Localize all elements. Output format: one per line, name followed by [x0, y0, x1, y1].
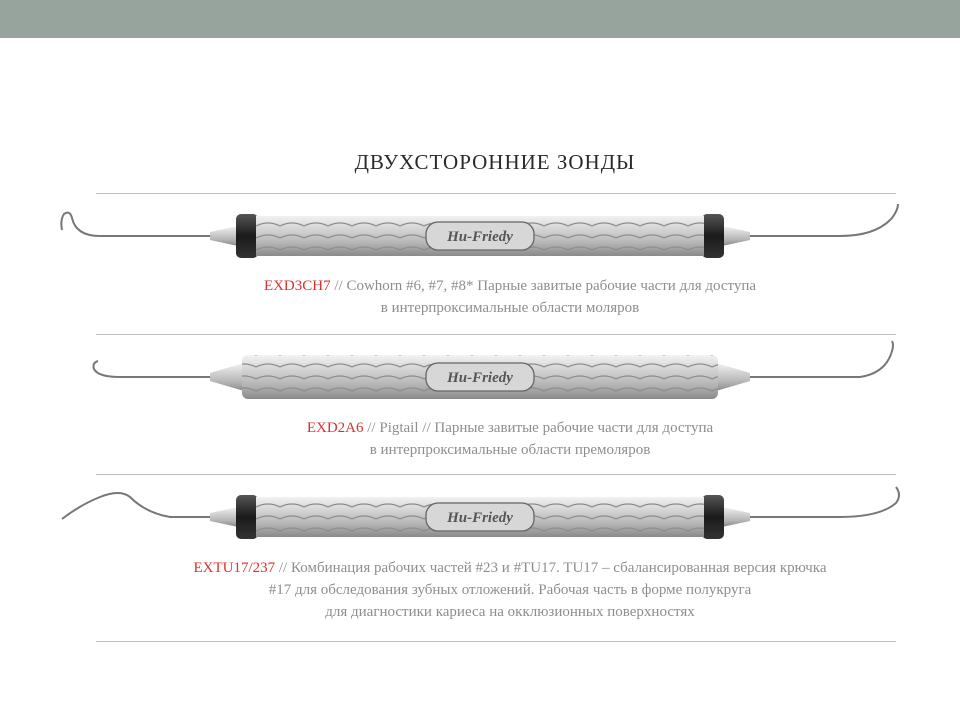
description-line: в интерпроксимальные области моляров — [380, 300, 640, 316]
divider — [96, 474, 896, 475]
brand-logo-text: Hu-Friedy — [447, 510, 513, 526]
divider — [96, 193, 896, 194]
instrument-image-cowhorn — [40, 196, 920, 276]
product-code: EXD3CH7 — [263, 278, 331, 294]
brand-logo-text: Hu-Friedy — [447, 229, 513, 245]
instrument-illustration — [40, 477, 920, 557]
item-description-3 — [60, 557, 960, 623]
page-title: ДВУХСТОРОННИЕ ЗОНДЫ — [354, 150, 636, 174]
instrument-illustration — [40, 196, 920, 276]
header-bar — [0, 0, 960, 38]
item-description-1 — [60, 275, 960, 319]
description-line: #17 для обследования зубных отложений. Рабочая часть в форме полукруга — [268, 582, 752, 598]
description-line: для диагностики кариеса на окклюзионных поверхностях — [325, 604, 695, 620]
product-code: EXD2A6 — [306, 420, 364, 436]
description-line: // Cowhorn #6, #7, #8* Парные завитые рабочие части для доступа — [334, 278, 757, 294]
description-line: // Комбинация рабочих частей #23 и #TU17. TU17 – сбалансированная версия крючка — [278, 560, 827, 576]
instrument-image-pigtail — [40, 337, 920, 417]
product-code: EXTU17/237 — [193, 560, 276, 576]
instrument-illustration — [40, 337, 920, 417]
item-description-2 — [60, 417, 960, 461]
brand-logo-text: Hu-Friedy — [447, 370, 513, 386]
divider — [96, 641, 896, 642]
description-line: в интерпроксимальные области премоляров — [369, 442, 651, 458]
divider — [96, 334, 896, 335]
description-line: // Pigtail // Парные завитые рабочие части для доступа — [367, 420, 714, 436]
instrument-image-combination — [40, 477, 920, 557]
